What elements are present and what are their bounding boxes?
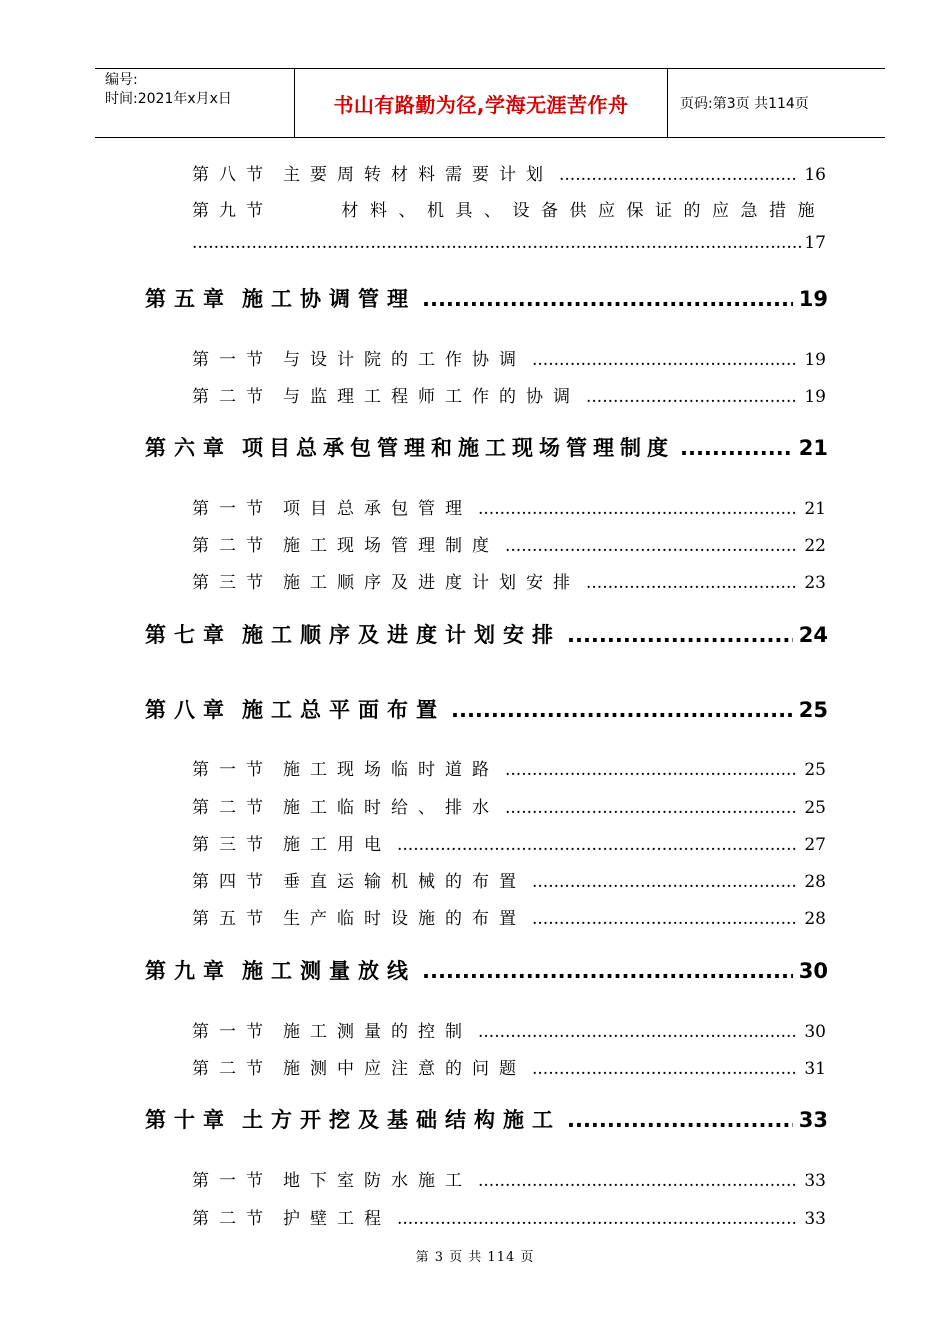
toc-entry-title: 项目总承包管理和施工现场管理制度	[242, 436, 674, 460]
toc-entry-title: 土方开挖及基础结构施工	[242, 1108, 561, 1132]
toc-entry-chapter[interactable]	[145, 1104, 828, 1134]
toc-entry-section[interactable]	[192, 1166, 826, 1191]
toc-entry-page: 33	[798, 1108, 828, 1132]
toc-entry-title: 施工顺序及进度计划安排	[283, 573, 580, 593]
toc-entry-label: 第四节	[192, 872, 273, 892]
toc-entry-label: 第八节	[192, 165, 273, 185]
toc-entry-section[interactable]	[192, 1054, 826, 1079]
toc-leader-dots	[397, 835, 798, 855]
toc-leader-dots	[478, 1022, 798, 1042]
toc-entry-title: 生产临时设施的布置	[283, 909, 526, 929]
toc-entry-page: 21	[804, 499, 826, 519]
toc-entry-title: 地下室防水施工	[283, 1171, 472, 1191]
toc-entry-section[interactable]	[192, 1017, 826, 1042]
toc-entry-label: 第五章	[145, 287, 232, 311]
toc-entry-label: 第三节	[192, 835, 273, 855]
toc-entry-title: 施工现场管理制度	[283, 536, 499, 556]
toc-entry-section[interactable]	[192, 160, 826, 185]
toc-leader-dots	[422, 959, 793, 983]
toc-entry-label: 第一节	[192, 499, 273, 519]
toc-entry-title: 垂直运输机械的布置	[283, 872, 526, 892]
toc-entry-section[interactable]	[192, 793, 826, 818]
toc-entry-page: 25	[804, 760, 826, 780]
toc-entry-page: 30	[798, 959, 828, 983]
toc-entry-title: 施工临时给、排水	[283, 798, 499, 818]
toc-entry-section-wrapped[interactable]	[192, 196, 826, 221]
toc-entry-page: 21	[798, 436, 828, 460]
toc-entry-title: 项目总承包管理	[283, 499, 472, 519]
toc-leader-dots	[586, 573, 798, 593]
toc-entry-page: 30	[804, 1022, 826, 1042]
toc-entry-title: 施工现场临时道路	[283, 760, 499, 780]
toc-entry-label: 第一节	[192, 350, 273, 370]
toc-entry-section[interactable]	[192, 904, 826, 929]
toc-entry-page: 19	[798, 287, 828, 311]
toc-entry-title: 施工顺序及进度计划安排	[242, 623, 561, 647]
toc-entry-section[interactable]	[192, 494, 826, 519]
toc-entry-title: 与设计院的工作协调	[283, 350, 526, 370]
toc-entry-page: 33	[804, 1171, 826, 1191]
toc-entry-title: 主要周转材料需要计划	[283, 165, 553, 185]
toc-entry-label: 第六章	[145, 436, 232, 460]
time-label: 时间:2021年x月x日	[105, 91, 232, 107]
toc-entry-label: 第二节	[192, 536, 273, 556]
toc-entry-page: 25	[804, 798, 826, 818]
toc-leader-dots	[567, 1108, 793, 1132]
page-header	[95, 68, 885, 138]
toc-entry-label: 第九章	[145, 959, 232, 983]
toc-leader-dots	[586, 387, 798, 407]
header-meta	[95, 69, 295, 137]
toc-entry-label: 第一节	[192, 1022, 273, 1042]
toc-leader-dots	[505, 536, 798, 556]
toc-entry-label: 第二节	[192, 798, 273, 818]
toc-entry-section[interactable]	[192, 531, 826, 556]
toc-entry-label: 第二节	[192, 387, 273, 407]
toc-entry-section[interactable]	[192, 1204, 826, 1229]
toc-entry-page: 27	[804, 835, 826, 855]
toc-entry-page: 31	[804, 1059, 826, 1079]
toc-entry-title: 施测中应注意的问题	[283, 1059, 526, 1079]
toc-leader-dots	[567, 623, 793, 647]
header-motto: 书山有路勤为径,学海无涯苦作舟	[295, 69, 668, 137]
toc-entry-page: 23	[804, 573, 826, 593]
toc-entry-page: 28	[804, 872, 826, 892]
toc-entry-page: 19	[804, 350, 826, 370]
toc-entry-section[interactable]	[192, 345, 826, 370]
toc-leader-dots	[532, 872, 798, 892]
toc-entry-label: 第八章	[145, 698, 232, 722]
toc-leader-dots	[680, 436, 793, 460]
toc-entry-label: 第九节	[192, 201, 273, 221]
toc-entry-chapter[interactable]	[145, 619, 828, 649]
toc-entry-title: 材料、机具、设备供应保证的应急措施	[341, 201, 826, 221]
toc-entry-label: 第二节	[192, 1209, 273, 1229]
toc-entry-page: 16	[804, 165, 826, 185]
toc-leader-dots	[478, 499, 798, 519]
toc-leader-dots	[505, 798, 798, 818]
toc-entry-label: 第七章	[145, 623, 232, 647]
toc-entry-page: 24	[798, 623, 828, 647]
toc-leader-dots	[192, 233, 804, 253]
toc-entry-section[interactable]	[192, 755, 826, 780]
toc-leader-dots	[559, 165, 798, 185]
toc-entry-label: 第五节	[192, 909, 273, 929]
page-footer: 第 3 页 共 114 页	[415, 1250, 535, 1265]
toc-leader-dots	[505, 760, 798, 780]
toc-entry-page: 25	[798, 698, 828, 722]
toc-entry-section-wrapped-line2[interactable]	[192, 233, 826, 253]
toc-entry-chapter[interactable]	[145, 694, 828, 724]
toc-entry-section[interactable]	[192, 867, 826, 892]
toc-entry-label: 第一节	[192, 1171, 273, 1191]
toc-entry-page: 22	[804, 536, 826, 556]
toc-leader-dots	[397, 1209, 798, 1229]
toc-leader-dots	[478, 1171, 798, 1191]
toc-entry-page: 17	[804, 233, 826, 253]
toc-entry-label: 第二节	[192, 1059, 273, 1079]
toc-entry-section[interactable]	[192, 830, 826, 855]
toc-leader-dots	[422, 287, 793, 311]
toc-entry-title: 施工总平面布置	[242, 698, 445, 722]
toc-entry-label: 第三节	[192, 573, 273, 593]
toc-entry-page: 33	[804, 1209, 826, 1229]
toc-entry-title: 与监理工程师工作的协调	[283, 387, 580, 407]
toc-entry-title: 施工协调管理	[242, 287, 416, 311]
toc-entry-title: 施工测量的控制	[283, 1022, 472, 1042]
toc-entry-title: 施工测量放线	[242, 959, 416, 983]
toc-entry-section[interactable]	[192, 568, 826, 593]
toc-entry-page: 19	[804, 387, 826, 407]
number-label: 编号:	[105, 72, 138, 88]
toc-entry-label: 第十章	[145, 1108, 232, 1132]
toc-entry-section[interactable]	[192, 382, 826, 407]
toc-entry-chapter[interactable]	[145, 283, 828, 313]
toc-entry-title: 护壁工程	[283, 1209, 391, 1229]
toc-leader-dots	[532, 909, 798, 929]
toc-entry-chapter[interactable]	[145, 432, 828, 462]
toc-entry-page: 28	[804, 909, 826, 929]
toc-entry-label: 第一节	[192, 760, 273, 780]
header-page-info: 页码:第3页 共114页	[680, 96, 809, 112]
toc-leader-dots	[532, 350, 798, 370]
toc-leader-dots	[451, 698, 793, 722]
toc-entry-chapter[interactable]	[145, 955, 828, 985]
toc-leader-dots	[532, 1059, 798, 1079]
toc-entry-title: 施工用电	[283, 835, 391, 855]
